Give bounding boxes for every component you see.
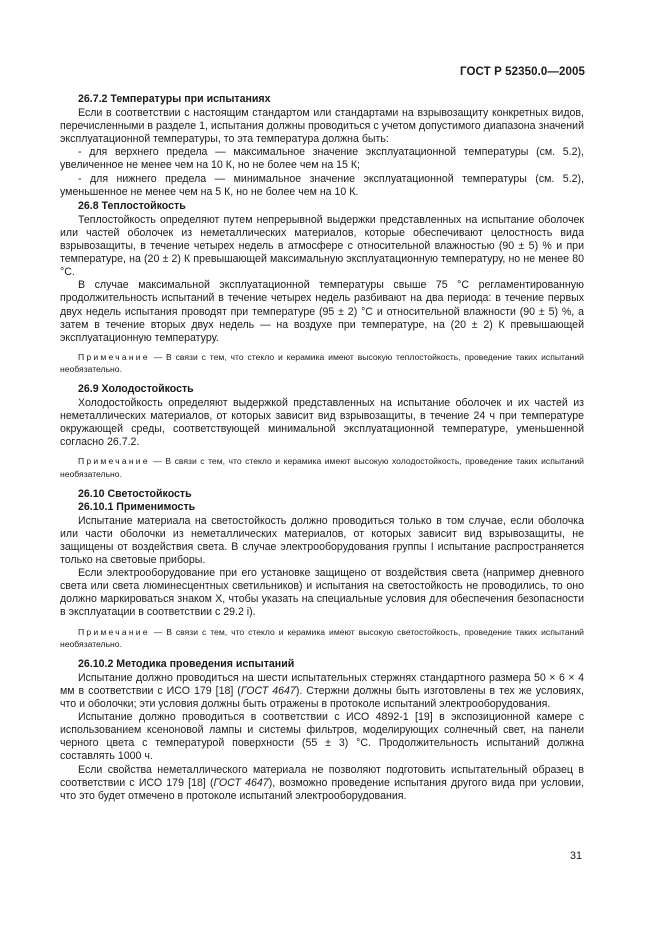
list-item: - для нижнего предела — минимальное значение эксплуатационной температуры (см. 5.2), уменьшенное не менее чем на 5 К, но не более чем на 10 К. <box>60 172 584 198</box>
paragraph <box>60 764 584 803</box>
paragraph: Испытание материала на светостойкость должно проводиться только в том случае, если оболочка или части оболочки из неметаллических материалов, от которых зависит вид взрывозащиты, не защищены от воздействия света. В случае электрооборудования группы I испытание распространяется только на световые приборы. <box>60 514 584 567</box>
heading-26-10-2: 26.10.2 Методика проведения испытаний <box>78 657 295 670</box>
text-run: ). Стержни должны быть изготовлены в тех же условиях, что и оболочки; эти условия должны быть отражены в протоколе испытаний электрооборудования. <box>60 684 584 711</box>
page-body <box>60 92 584 803</box>
paragraph: Если электрооборудование при его установке защищено от воздействия света (например дневного света или света люминесцентных светильников) и испытания на светостойкость не проводились, то оно должно маркироваться знаком Х, чтобы указать на специальные условия для обеспечения безопасности в эксплуатации в соответствии с 29.2 i). <box>60 567 584 619</box>
standard-reference: ГОСТ 4647 <box>213 776 269 789</box>
note-label: Примечание <box>78 456 150 467</box>
note <box>60 351 584 376</box>
page-number: 31 <box>569 850 582 862</box>
paragraph <box>60 672 584 711</box>
paragraph: Если в соответствии с настоящим стандартом или стандартами на взрывозащиту конкретных видов, перечисленными в разделе 1, испытания должны проводиться с учетом допустимого диапазона значений эксплуатационной температуры, то эта температура должна быть: <box>60 107 584 146</box>
note-text: — В связи с тем, что стекло и керамика имеют высокую холодостойкость, проведение таких испытаний необязательно. <box>60 456 584 480</box>
note-label: Примечание <box>78 626 150 637</box>
paragraph: Теплостойкость определяют путем непрерывной выдержки представленных на испытание оболочек или частей оболочек из неметаллических материалов, которые обеспечивают целостность вида взрывозащиты, в течение четырех недель в атмосфере с относительной влажностью (90 ± 5) % и при температуре, на (20 ± 2) К превышающей максимальную эксплуатационную температуру, но не менее 80 °С. <box>60 213 584 279</box>
note-text: — В связи с тем, что стекло и керамика имеют высокую теплостойкость, проведение таких испытаний необязательно. <box>60 351 584 375</box>
document-code: ГОСТ Р 52350.0—2005 <box>460 66 585 78</box>
text-run: ), возможно проведение испытания другого вида при условии, что это будет отмечено в протоколе испытаний электрооборудования. <box>60 776 585 802</box>
note <box>60 626 584 651</box>
note-label: Примечание <box>78 351 150 362</box>
list-item: - для верхнего предела — максимальное значение эксплуатационной температуры (см. 5.2), увеличенное не менее чем на 10 К, но не более чем на 15 К; <box>60 146 584 172</box>
heading-26-10-1: 26.10.1 Применимость <box>78 500 196 513</box>
heading-26-8: 26.8 Теплостойкость <box>78 199 186 212</box>
standard-reference: ГОСТ 4647 <box>240 684 296 697</box>
heading-26-10: 26.10 Светостойкость <box>78 487 192 500</box>
paragraph: Испытание должно проводиться в соответствии с ИСО 4892-1 [19] в экспозиционной камере с использованием ксеноновой лампы и системы фильтров, моделирующих солнечный свет, на панели черного цвета с температурой поверхности (55 ± 3) °С. Продолжительность испытаний должна составлять 1000 ч. <box>60 711 584 763</box>
text-run: Если свойства неметаллического материала не позволяют подготовить испытательный образец в соответствии с ИСО 179 [18] ( <box>60 763 584 789</box>
paragraph: Холодостойкость определяют выдержкой представленных на испытание оболочек и их частей из неметаллических материалов, от которых зависит вид взрывозащиты, в течение 24 ч при температуре окружающей среды, соответствующей минимальной эксплуатационной температуре, уменьшенной согласно 26.7.2. <box>60 397 584 449</box>
heading-26-7-2: 26.7.2 Температуры при испытаниях <box>78 93 271 105</box>
note-text: — В связи с тем, что стекло и керамика имеют высокую светостойкость, проведение таких испытаний необязательно. <box>60 626 584 650</box>
text-run: Испытание должно проводиться на шести испытательных стержнях стандартного размера 50 × 6 × 4 мм в соответствии с ИСО 179 [18] ( <box>60 671 584 697</box>
heading-26-9: 26.9 Холодостойкость <box>78 382 194 395</box>
note <box>60 455 584 480</box>
paragraph: В случае максимальной эксплуатационной температуры свыше 75 °С регламентированную продолжительность испытаний в течение четырех недель разбивают на два периода: в течение первых двух недель испытания проводят при температуре (95 ± 2) °С и относительной влажности (90 ± 5) %, а затем в течение вторых двух недель — на воздухе при температуре, на (20 ± 2) К превышающей эксплуатационную температуру. <box>60 279 584 344</box>
